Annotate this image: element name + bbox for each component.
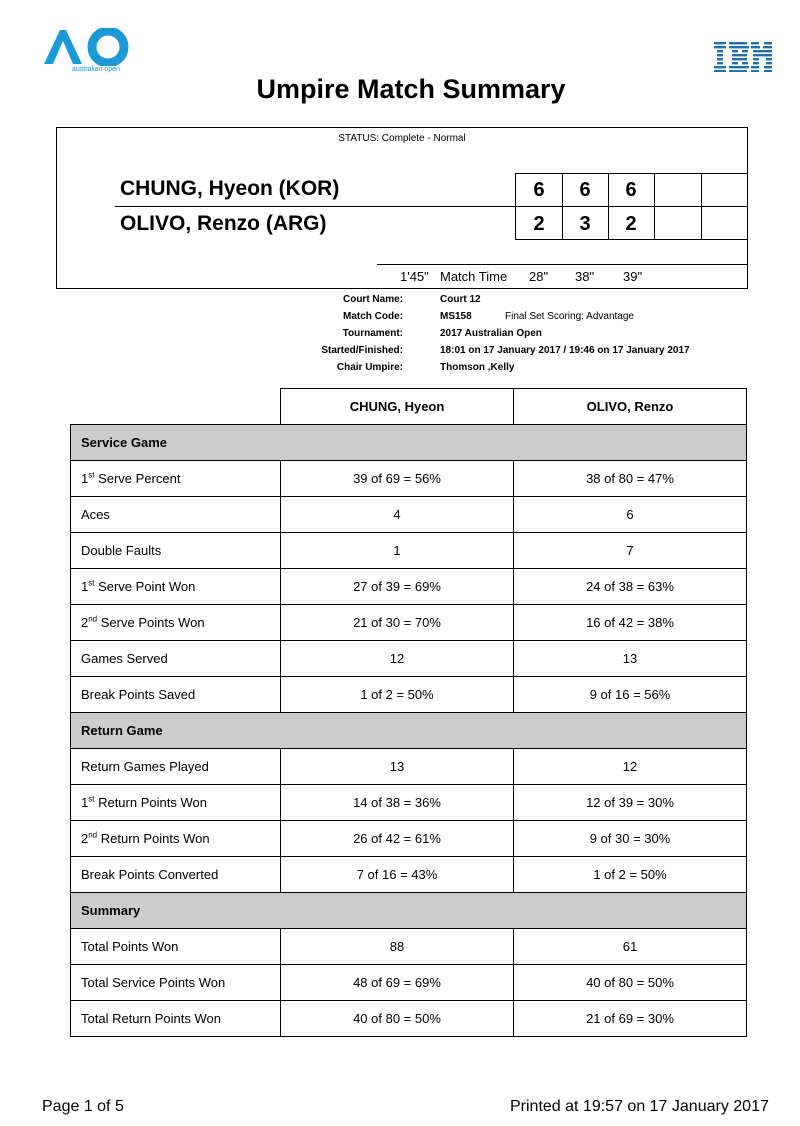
player2-name: OLIVO, Renzo (ARG)	[120, 212, 327, 235]
player1-value: 27 of 39 = 69%	[281, 569, 514, 605]
tournament-value: 2017 Australian Open	[440, 328, 542, 339]
player1-value: 1	[281, 533, 514, 569]
ao-logo-subtext: australian open	[72, 66, 120, 73]
time-divider	[377, 264, 747, 265]
set-scores-grid	[515, 173, 748, 240]
row-label: Aces	[71, 497, 281, 533]
table-row	[71, 929, 747, 965]
p1-set-2: 6	[579, 179, 591, 201]
player2-value: 61	[514, 929, 747, 965]
table-row	[71, 497, 747, 533]
table-row	[71, 605, 747, 641]
player1-name: CHUNG, Hyeon (KOR)	[120, 177, 340, 200]
tournament-label: Tournament:	[342, 328, 403, 339]
row-label: Total Return Points Won	[71, 1001, 281, 1037]
row-label: Double Faults	[71, 533, 281, 569]
ibm-logo-icon	[714, 40, 772, 72]
row-label: Total Service Points Won	[71, 965, 281, 1001]
table-row	[71, 749, 747, 785]
section-header-summary: Summary	[71, 893, 747, 929]
player2-value: 38 of 80 = 47%	[514, 461, 747, 497]
player1-value: 48 of 69 = 69%	[281, 965, 514, 1001]
started-finished-label: Started/Finished:	[321, 345, 403, 356]
p2-set-1: 2	[533, 213, 545, 235]
printed-timestamp: Printed at 19:57 on 17 January 2017	[510, 1098, 769, 1115]
table-row	[71, 1001, 747, 1037]
player1-value: 88	[281, 929, 514, 965]
started-finished-value: 18:01 on 17 January 2017 / 19:46 on 17 January 2017	[440, 345, 690, 356]
table-row	[71, 965, 747, 1001]
table-row	[71, 821, 747, 857]
court-value: Court 12	[440, 294, 481, 305]
player2-value: 12 of 39 = 30%	[514, 785, 747, 821]
player2-value: 40 of 80 = 50%	[514, 965, 747, 1001]
page-number: Page 1 of 5	[42, 1098, 124, 1115]
ao-logo-icon	[42, 28, 134, 66]
row-label: 2nd Return Points Won	[71, 821, 281, 857]
player1-value: 14 of 38 = 36%	[281, 785, 514, 821]
player2-value: 16 of 42 = 38%	[514, 605, 747, 641]
total-match-time: 1'45"	[400, 269, 429, 284]
p1-set-3: 6	[625, 179, 637, 201]
player2-value: 13	[514, 641, 747, 677]
table-row	[71, 857, 747, 893]
section-header-return: Return Game	[71, 713, 747, 749]
scoreboard	[56, 127, 748, 289]
match-time-label: Match Time	[440, 269, 508, 284]
row-label: Return Games Played	[71, 749, 281, 785]
set-1-time: 28"	[529, 269, 549, 284]
player1-value: 26 of 42 = 61%	[281, 821, 514, 857]
player1-value: 40 of 80 = 50%	[281, 1001, 514, 1037]
player1-value: 7 of 16 = 43%	[281, 857, 514, 893]
player1-value: 21 of 30 = 70%	[281, 605, 514, 641]
table-row	[71, 641, 747, 677]
row-label: 1st Serve Percent	[71, 461, 281, 497]
table-row	[71, 533, 747, 569]
player1-value: 13	[281, 749, 514, 785]
player2-value: 1 of 2 = 50%	[514, 857, 747, 893]
australian-open-logo	[42, 28, 134, 76]
row-label: Total Points Won	[71, 929, 281, 965]
row-label: Break Points Converted	[71, 857, 281, 893]
table-row	[71, 785, 747, 821]
p2-set-2: 3	[579, 213, 591, 235]
page-title: Umpire Match Summary	[256, 74, 566, 104]
player2-value: 21 of 69 = 30%	[514, 1001, 747, 1037]
table-row	[71, 677, 747, 713]
player2-value: 24 of 38 = 63%	[514, 569, 747, 605]
player2-value: 9 of 16 = 56%	[514, 677, 747, 713]
match-status: STATUS: Complete - Normal	[338, 133, 466, 144]
chair-umpire-value: Thomson ,Kelly	[440, 362, 515, 373]
row-label: 1st Serve Point Won	[71, 569, 281, 605]
set-2-time: 38"	[575, 269, 595, 284]
set-3-time: 39"	[623, 269, 643, 284]
row-label: Games Served	[71, 641, 281, 677]
table-row	[71, 569, 747, 605]
match-code-label: Match Code:	[343, 311, 403, 322]
row-label: 1st Return Points Won	[71, 785, 281, 821]
player1-value: 1 of 2 = 50%	[281, 677, 514, 713]
column-header-player1: CHUNG, Hyeon	[281, 389, 514, 425]
player1-value: 4	[281, 497, 514, 533]
chair-umpire-label: Chair Umpire:	[336, 362, 403, 373]
match-code-value: MS158	[440, 311, 472, 322]
player2-value: 12	[514, 749, 747, 785]
table-header-row	[71, 389, 747, 425]
player2-value: 7	[514, 533, 747, 569]
final-set-scoring: Final Set Scoring: Advantage	[505, 311, 634, 322]
player2-value: 6	[514, 497, 747, 533]
player2-value: 9 of 30 = 30%	[514, 821, 747, 857]
table-row	[71, 461, 747, 497]
p2-set-3: 2	[625, 213, 637, 235]
p1-set-1: 6	[533, 179, 545, 201]
row-label: Break Points Saved	[71, 677, 281, 713]
row-label: 2nd Serve Points Won	[71, 605, 281, 641]
player1-value: 12	[281, 641, 514, 677]
court-label: Court Name:	[342, 294, 403, 305]
column-header-player2: OLIVO, Renzo	[514, 389, 747, 425]
section-header-service: Service Game	[71, 425, 747, 461]
player1-value: 39 of 69 = 56%	[281, 461, 514, 497]
stats-table	[70, 388, 747, 1037]
